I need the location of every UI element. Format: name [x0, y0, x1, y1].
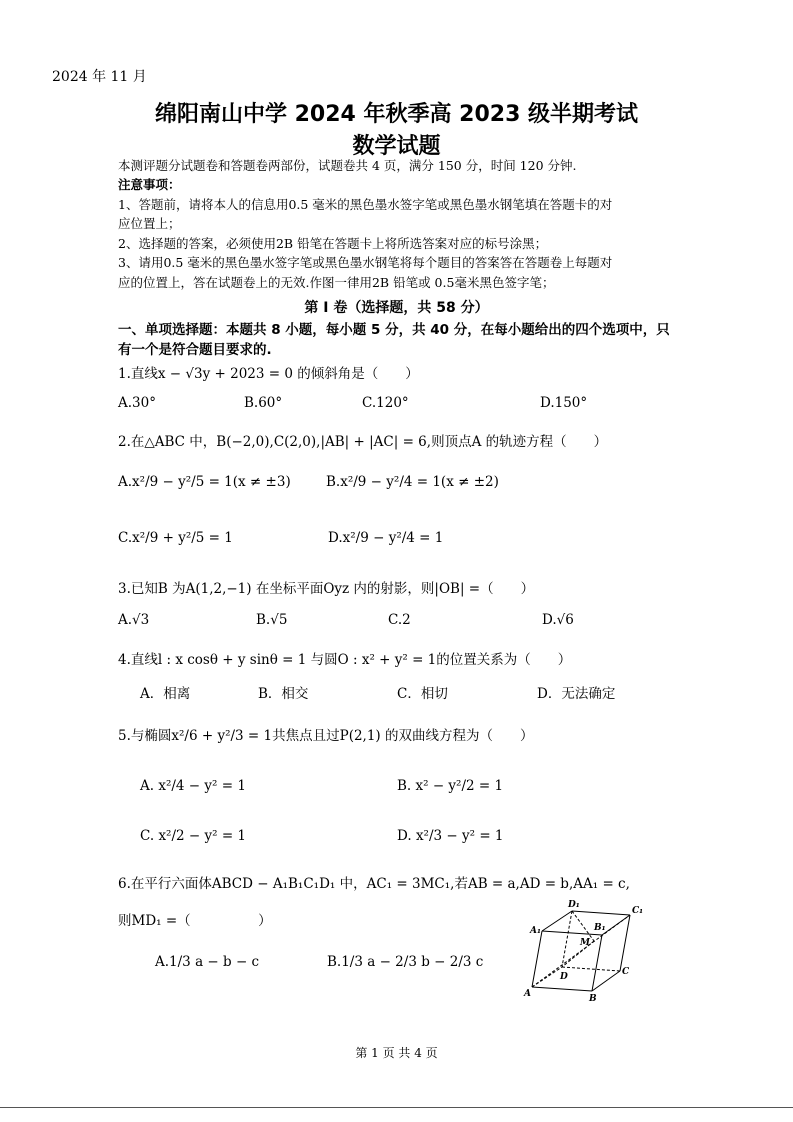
edge-a1-d1	[542, 911, 572, 931]
q5-option-d: D. x²/3 − y² = 1	[397, 828, 504, 844]
edge-a-b	[532, 987, 592, 991]
caution-heading: 注意事项：	[118, 177, 181, 192]
bottom-rule	[0, 1107, 793, 1108]
label-c: C	[622, 967, 630, 977]
edge-d-c	[562, 967, 620, 971]
question-6-stem: 6.在平行六面体ABCD − A₁B₁C₁D₁ 中，AC₁ = 3MC₁,若AB = a,AD = b,AA₁ = c,	[118, 876, 630, 892]
label-m: M	[580, 938, 590, 948]
question-3-stem: 3.已知B 为A(1,2,−1) 在坐标平面Oyz 内的射影，则|OB| =（ ）	[118, 581, 535, 597]
q6-option-a: A.1/3 a − b − c	[155, 954, 260, 970]
q1-option-b: B.60°	[244, 395, 283, 411]
q5-option-a: A. x²/4 − y² = 1	[140, 778, 246, 794]
edge-c-c1	[620, 915, 630, 971]
q1-option-c: C.120°	[362, 395, 409, 411]
q3-option-d: D.√6	[542, 612, 574, 628]
q4-option-b: B．相交	[258, 686, 309, 702]
q3-option-a: A.√3	[118, 612, 150, 628]
exam-date: 2024 年 11 月	[52, 69, 147, 85]
label-b: B	[589, 994, 597, 1004]
q3-option-c: C.2	[388, 612, 411, 628]
question-6-stem-cont: 则MD₁ =（ ）	[118, 913, 272, 929]
label-c1: C₁	[632, 906, 644, 916]
segment-d1-m	[572, 911, 594, 941]
caution-item-3-cont: 应的位置上，答在试题卷上的无效.作图一律用2B 铅笔或 0.5毫米黑色签字笔；	[118, 275, 555, 290]
label-b1: B₁	[594, 923, 606, 933]
page-number: 第 1 页 共 4 页	[355, 1046, 438, 1060]
q6-option-b: B.1/3 a − 2/3 b − 2/3 c	[327, 954, 484, 970]
edge-a-a1	[532, 931, 542, 987]
q2-option-d: D.x²/9 − y²/4 = 1	[328, 530, 444, 546]
caution-item-1: 1、答题前，请将本人的信息用0.5 毫米的黑色墨水签字笔或黑色墨水钢笔填在答题卡的对	[118, 197, 613, 212]
label-d: D	[560, 972, 568, 982]
label-d1: D₁	[568, 900, 580, 910]
section-instructions: 一、单项选择题：本题共 8 小题，每小题 5 分，共 40 分，在每小题给出的四个选项中，只	[118, 322, 670, 338]
q2-option-c: C.x²/9 + y²/5 = 1	[118, 530, 233, 546]
q4-option-d: D．无法确定	[537, 686, 616, 702]
q5-option-b: B. x² − y²/2 = 1	[397, 778, 504, 794]
edge-b1-a1	[542, 931, 602, 935]
label-a: A	[524, 989, 531, 999]
section-heading: 第 Ⅰ 卷（选择题，共 58 分）	[304, 300, 489, 316]
parallelepiped-figure	[520, 895, 650, 1005]
caution-item-1-cont: 应位置上；	[118, 216, 181, 231]
caution-item-3: 3、请用0.5 毫米的黑色墨水签字笔或黑色墨水钢笔将每个题目的答案答在答题卷上每题对	[118, 255, 613, 270]
q4-option-a: A．相离	[140, 686, 191, 702]
q2-option-b: B.x²/9 − y²/4 = 1(x ≠ ±2)	[326, 474, 499, 490]
q2-option-a: A.x²/9 − y²/5 = 1(x ≠ ±3)	[118, 474, 291, 490]
section-instructions-cont: 有一个是符合题目要求的.	[118, 342, 272, 358]
exam-subject-title: 数学试题	[352, 134, 441, 159]
caution-item-2: 2、选择题的答案，必须使用2B 铅笔在答题卡上将所选答案对应的标号涂黑；	[118, 236, 548, 251]
intro-note: 本测评题分试题卷和答题卷两部份，试题卷共 4 页，满分 150 分，时间 120 分钟.	[118, 158, 577, 173]
q1-option-d: D.150°	[540, 395, 588, 411]
question-5-stem: 5.与椭圆x²/6 + y²/3 = 1共焦点且过P(2,1) 的双曲线方程为（ ）	[118, 728, 534, 744]
edge-b-c	[592, 971, 620, 991]
question-2-stem: 2.在△ABC 中，B(−2,0),C(2,0),|AB| + |AC| = 6,则顶点A 的轨迹方程（ ）	[118, 434, 608, 450]
q1-option-a: A.30°	[118, 395, 156, 411]
label-a1: A₁	[530, 926, 541, 936]
q4-option-c: C．相切	[397, 686, 448, 702]
q3-option-b: B.√5	[256, 612, 288, 628]
question-4-stem: 4.直线l : x cosθ + y sinθ = 1 与圆O : x² + y² = 1的位置关系为（ ）	[118, 652, 572, 668]
edge-d1-c1	[572, 911, 630, 915]
q5-option-c: C. x²/2 − y² = 1	[140, 828, 247, 844]
exam-title: 绵阳南山中学 2024 年秋季高 2023 级半期考试	[154, 102, 639, 127]
question-1-stem: 1.直线x − √3y + 2023 = 0 的倾斜角是（ ）	[118, 366, 419, 382]
edge-b-b1	[592, 935, 602, 991]
